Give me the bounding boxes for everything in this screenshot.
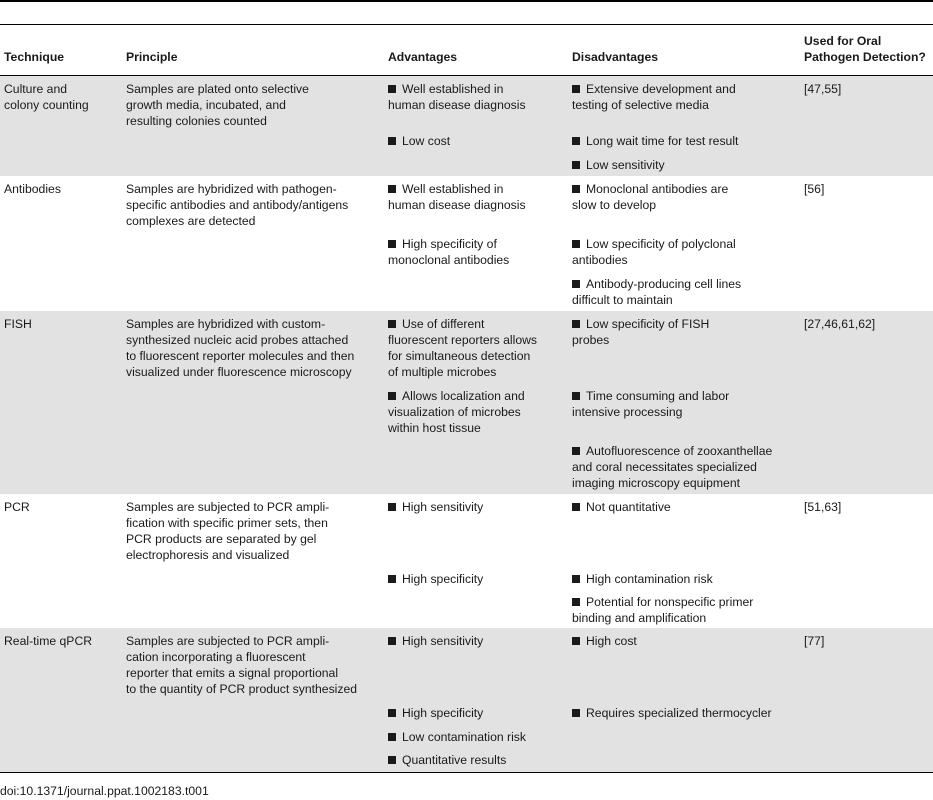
advantage-item	[388, 388, 525, 404]
table-row	[0, 628, 933, 772]
disadvantage-item-text: Potential for nonspecific primer	[586, 595, 754, 609]
advantage-item	[388, 236, 497, 252]
bullet-square-icon	[572, 598, 580, 606]
advantage-item	[388, 499, 483, 515]
technique-cell: colony counting	[4, 98, 89, 112]
disadvantage-item-text: difficult to maintain	[572, 293, 673, 307]
bullet-square-icon	[572, 709, 580, 717]
bullet-square-icon	[572, 137, 580, 145]
disadvantage-item-text: Time consuming and labor	[586, 389, 730, 403]
disadvantage-item-text: imaging microscopy equipment	[572, 476, 740, 490]
disadvantage-item	[572, 633, 637, 649]
bullet-square-icon	[572, 240, 580, 248]
advantage-item-text: Well established in	[402, 82, 504, 96]
disadvantage-item-text: antibodies	[572, 253, 628, 267]
advantage-item-text: Use of different	[402, 317, 485, 331]
disadvantage-item	[572, 97, 709, 113]
principle-cell: complexes are detected	[126, 214, 256, 228]
principle-cell: to fluorescent reporter molecules and then	[126, 349, 355, 363]
disadvantage-item	[572, 388, 729, 404]
disadvantage-item	[572, 81, 736, 97]
disadvantage-item	[572, 404, 682, 420]
disadvantage-item-text: Long wait time for test result	[586, 134, 739, 148]
bullet-square-icon	[388, 137, 396, 145]
used-reference-cell: [56]	[804, 182, 825, 196]
principle-cell: growth media, incubated, and	[126, 98, 286, 112]
advantage-item-text: Low cost	[402, 134, 451, 148]
disadvantage-item-text: intensive processing	[572, 405, 683, 419]
bullet-square-icon	[388, 240, 396, 248]
disadvantage-item-text: Low specificity of FISH	[586, 317, 710, 331]
bullet-square-icon	[388, 733, 396, 741]
table-row	[0, 76, 933, 176]
disadvantage-item	[572, 236, 736, 252]
disadvantage-item-text: Low specificity of polyclonal	[586, 237, 736, 251]
used-reference-cell: [47,55]	[804, 82, 842, 96]
bullet-square-icon	[388, 637, 396, 645]
disadvantage-item-text: Low sensitivity	[586, 158, 665, 172]
bullet-square-icon	[388, 392, 396, 400]
bullet-square-icon	[572, 185, 580, 193]
disadvantage-item	[572, 571, 713, 587]
disadvantage-item	[572, 459, 757, 475]
principle-cell: Samples are subjected to PCR ampli-	[126, 500, 330, 514]
principle-cell: PCR products are separated by gel	[126, 532, 317, 546]
bullet-square-icon	[572, 280, 580, 288]
table-row	[0, 311, 933, 494]
technique-cell: Real-time qPCR	[4, 634, 93, 648]
technique-cell: FISH	[4, 317, 32, 331]
advantage-item-text: human disease diagnosis	[388, 198, 526, 212]
bullet-square-icon	[572, 320, 580, 328]
bullet-square-icon	[572, 447, 580, 455]
advantage-item-text: Low contamination risk	[402, 730, 526, 744]
principle-cell: visualized under fluorescence microscopy	[126, 365, 352, 379]
disadvantage-item-text: slow to develop	[572, 198, 657, 212]
bullet-square-icon	[572, 161, 580, 169]
header-disadvantages: Disadvantages	[572, 50, 659, 64]
principle-cell: fication with specific primer sets, then	[126, 516, 328, 530]
principle-cell: resulting colonies counted	[126, 114, 267, 128]
table-row	[0, 494, 933, 628]
disadvantage-item	[572, 499, 671, 515]
disadvantage-item-text: Extensive development and	[586, 82, 736, 96]
advantage-item-text: Well established in	[402, 182, 504, 196]
disadvantage-item	[572, 475, 740, 491]
advantage-item	[388, 332, 537, 348]
disadvantage-item-text: Monoclonal antibodies are	[586, 182, 729, 196]
advantage-item-text: human disease diagnosis	[388, 98, 526, 112]
header-advantages: Advantages	[388, 50, 458, 64]
advantage-item-text: High specificity of	[402, 237, 497, 251]
disadvantage-item-text: Requires specialized thermocycler	[586, 706, 772, 720]
advantage-item	[388, 348, 530, 364]
bullet-square-icon	[388, 575, 396, 583]
disadvantage-item	[572, 705, 772, 721]
principle-cell: Samples are hybridized with pathogen-	[126, 182, 337, 196]
advantage-item-text: Quantitative results	[402, 753, 507, 767]
advantage-item	[388, 364, 496, 380]
disadvantage-item	[572, 443, 772, 459]
advantage-item	[388, 197, 526, 213]
principle-cell: Samples are subjected to PCR ampli-	[126, 634, 330, 648]
disadvantage-item	[572, 157, 665, 173]
bullet-square-icon	[572, 575, 580, 583]
disadvantage-item-text: binding and amplification	[572, 611, 707, 625]
disadvantage-item-text: testing of selective media	[572, 98, 709, 112]
bullet-square-icon	[572, 85, 580, 93]
principle-cell: reporter that emits a signal proportional	[126, 666, 339, 680]
advantage-item	[388, 316, 484, 332]
disadvantage-item	[572, 197, 656, 213]
bullet-square-icon	[572, 637, 580, 645]
disadvantage-item-text: Autofluorescence of zooxanthellae	[586, 444, 773, 458]
advantage-item	[388, 252, 509, 268]
bullet-square-icon	[572, 392, 580, 400]
table-row	[0, 176, 933, 311]
advantage-item	[388, 729, 526, 745]
technique-cell: PCR	[4, 500, 30, 514]
disadvantage-item	[572, 332, 609, 348]
advantage-item-text: High sensitivity	[402, 500, 484, 514]
disadvantage-item	[572, 276, 741, 292]
advantage-item	[388, 181, 503, 197]
table-header-top-rule	[0, 24, 933, 25]
advantage-item	[388, 420, 481, 436]
table-top-rule	[0, 0, 933, 2]
advantage-item-text: of multiple microbes	[388, 365, 497, 379]
bullet-square-icon	[388, 503, 396, 511]
used-reference-cell: [51,63]	[804, 500, 842, 514]
advantage-item-text: High specificity	[402, 706, 484, 720]
table-bottom-rule	[0, 772, 933, 773]
disadvantage-item	[572, 316, 709, 332]
advantage-item	[388, 571, 483, 587]
disadvantage-item	[572, 181, 728, 197]
advantage-item	[388, 752, 506, 768]
disadvantage-item	[572, 133, 738, 149]
principle-cell: cation incorporating a fluorescent	[126, 650, 306, 664]
bullet-square-icon	[388, 756, 396, 764]
header-technique: Technique	[4, 50, 65, 64]
disadvantage-item-text: Antibody-producing cell lines	[586, 277, 742, 291]
disadvantage-item	[572, 594, 753, 610]
advantage-item-text: fluorescent reporters allows	[388, 333, 538, 347]
advantage-item-text: within host tissue	[388, 421, 481, 435]
principle-cell: synthesized nucleic acid probes attached	[126, 333, 349, 347]
advantage-item-text: for simultaneous detection	[388, 349, 531, 363]
advantage-item	[388, 133, 450, 149]
principle-cell: Samples are hybridized with custom-	[126, 317, 326, 331]
advantage-item-text: High sensitivity	[402, 634, 484, 648]
bullet-square-icon	[388, 185, 396, 193]
used-reference-cell: [77]	[804, 634, 825, 648]
doi-caption: doi:10.1371/journal.ppat.1002183.t001	[0, 784, 209, 798]
advantage-item	[388, 81, 503, 97]
disadvantage-item	[572, 252, 628, 268]
used-reference-cell: [27,46,61,62]	[804, 317, 876, 331]
header-used-line1: Used for Oral	[804, 34, 882, 48]
bullet-square-icon	[572, 503, 580, 511]
header-used-line2: Pathogen Detection?	[804, 50, 926, 64]
advantage-item-text: monoclonal antibodies	[388, 253, 510, 267]
principle-cell: Samples are plated onto selective	[126, 82, 309, 96]
bullet-square-icon	[388, 320, 396, 328]
disadvantage-item-text: Not quantitative	[586, 500, 671, 514]
advantage-item	[388, 97, 526, 113]
table-header	[0, 29, 933, 75]
advantage-item	[388, 705, 483, 721]
disadvantage-item-text: probes	[572, 333, 610, 347]
disadvantage-item	[572, 610, 706, 626]
technique-cell: Culture and	[4, 82, 68, 96]
principle-cell: specific antibodies and antibody/antigens	[126, 198, 349, 212]
bullet-square-icon	[388, 85, 396, 93]
advantage-item-text: High specificity	[402, 572, 484, 586]
disadvantage-item-text: High contamination risk	[586, 572, 713, 586]
advantage-item-text: Allows localization and	[402, 389, 525, 403]
disadvantage-item	[572, 292, 673, 308]
technique-cell: Antibodies	[4, 182, 61, 196]
bullet-square-icon	[388, 709, 396, 717]
disadvantage-item-text: High cost	[586, 634, 637, 648]
advantage-item	[388, 404, 521, 420]
advantage-item-text: visualization of microbes	[388, 405, 521, 419]
disadvantage-item-text: and coral necessitates specialized	[572, 460, 757, 474]
principle-cell: electrophoresis and visualized	[126, 548, 290, 562]
header-principle: Principle	[126, 50, 178, 64]
principle-cell: to the quantity of PCR product synthesized	[126, 682, 358, 696]
advantage-item	[388, 633, 483, 649]
